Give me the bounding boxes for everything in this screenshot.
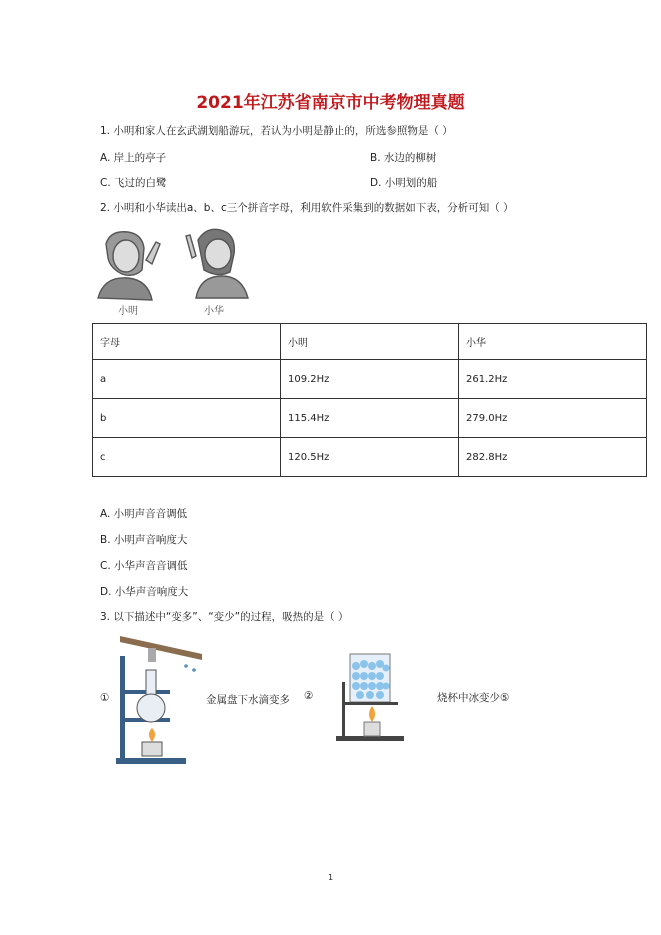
question-1-stem: 1. 小明和家人在玄武湖划船游玩，若认为小明是静止的，所选参照物是（ ） — [100, 125, 453, 137]
condensation-apparatus — [112, 630, 204, 766]
item-1-caption: 金属盘下水滴变多 — [206, 694, 290, 706]
flame — [369, 706, 375, 722]
table-cell: b — [93, 399, 281, 438]
question-2-option-b: B. 小明声音响度大 — [100, 534, 188, 546]
table-header-cell: 字母 — [93, 324, 281, 360]
iron-stand-base — [116, 758, 186, 764]
question-2-option-a: A. 小明声音音调低 — [100, 508, 188, 520]
flask-body — [137, 694, 165, 722]
table-header-cell: 小明 — [281, 324, 459, 360]
alcohol-lamp — [142, 742, 162, 756]
table-cell: 120.5Hz — [281, 438, 459, 477]
question-2-stem: 2. 小明和小华读出a、b、c三个拼音字母，利用软件采集到的数据如下表，分析可知（ ） — [100, 202, 514, 214]
item-2-caption-text: 烧杯中冰变少 — [437, 692, 500, 704]
melting-apparatus — [334, 642, 410, 744]
table-cell: a — [93, 360, 281, 399]
stand-rod — [342, 682, 345, 740]
table-cell: 115.4Hz — [281, 399, 459, 438]
question-1-option-c: C. 飞过的白鹭 — [100, 177, 167, 189]
question-1-option-b: B. 水边的柳树 — [370, 152, 437, 164]
item-1-number: ① — [100, 692, 110, 704]
table-row — [93, 399, 647, 438]
table-cell: 282.8Hz — [459, 438, 647, 477]
question-3-stem: 3. 以下描述中“变多”、“变少”的过程，吸热的是（ ） — [100, 611, 349, 623]
alcohol-lamp — [364, 722, 380, 736]
frequency-table — [92, 323, 647, 477]
item-2-caption — [437, 690, 509, 705]
stand-base — [336, 736, 404, 741]
page-title: 2021年江苏省南京市中考物理真题 — [196, 93, 465, 113]
xiaoming-drawing — [98, 232, 160, 300]
item-2-number: ② — [304, 690, 314, 702]
flame — [149, 728, 155, 742]
table-row — [93, 438, 647, 477]
page-number: 1 — [327, 873, 334, 882]
table-cell: c — [93, 438, 281, 477]
water-drop — [192, 668, 196, 672]
figure-label-xiaoming: 小明 — [118, 306, 138, 317]
beaker-ring — [344, 702, 398, 705]
table-header-cell: 小华 — [459, 324, 647, 360]
iron-stand-rod — [120, 656, 125, 760]
item-3-number: ⑤ — [500, 692, 510, 704]
water-drop — [184, 664, 188, 668]
stand-clamp — [120, 690, 170, 694]
question-1-option-a: A. 岸上的亭子 — [100, 152, 167, 164]
xiaohua-drawing — [186, 229, 248, 298]
question-2-option-d: D. 小华声音响度大 — [100, 586, 189, 598]
table-cell: 109.2Hz — [281, 360, 459, 399]
table-header-row — [93, 324, 647, 360]
question-1-option-d: D. 小明划的船 — [370, 177, 438, 189]
students-figure — [96, 220, 256, 318]
plate-support — [148, 648, 156, 662]
figure-label-xiaohua: 小华 — [204, 306, 224, 317]
flask-neck — [146, 670, 156, 696]
table-cell: 279.0Hz — [459, 399, 647, 438]
metal-plate — [120, 636, 202, 660]
table-row — [93, 360, 647, 399]
question-2-option-c: C. 小华声音音调低 — [100, 560, 188, 572]
table-cell: 261.2Hz — [459, 360, 647, 399]
